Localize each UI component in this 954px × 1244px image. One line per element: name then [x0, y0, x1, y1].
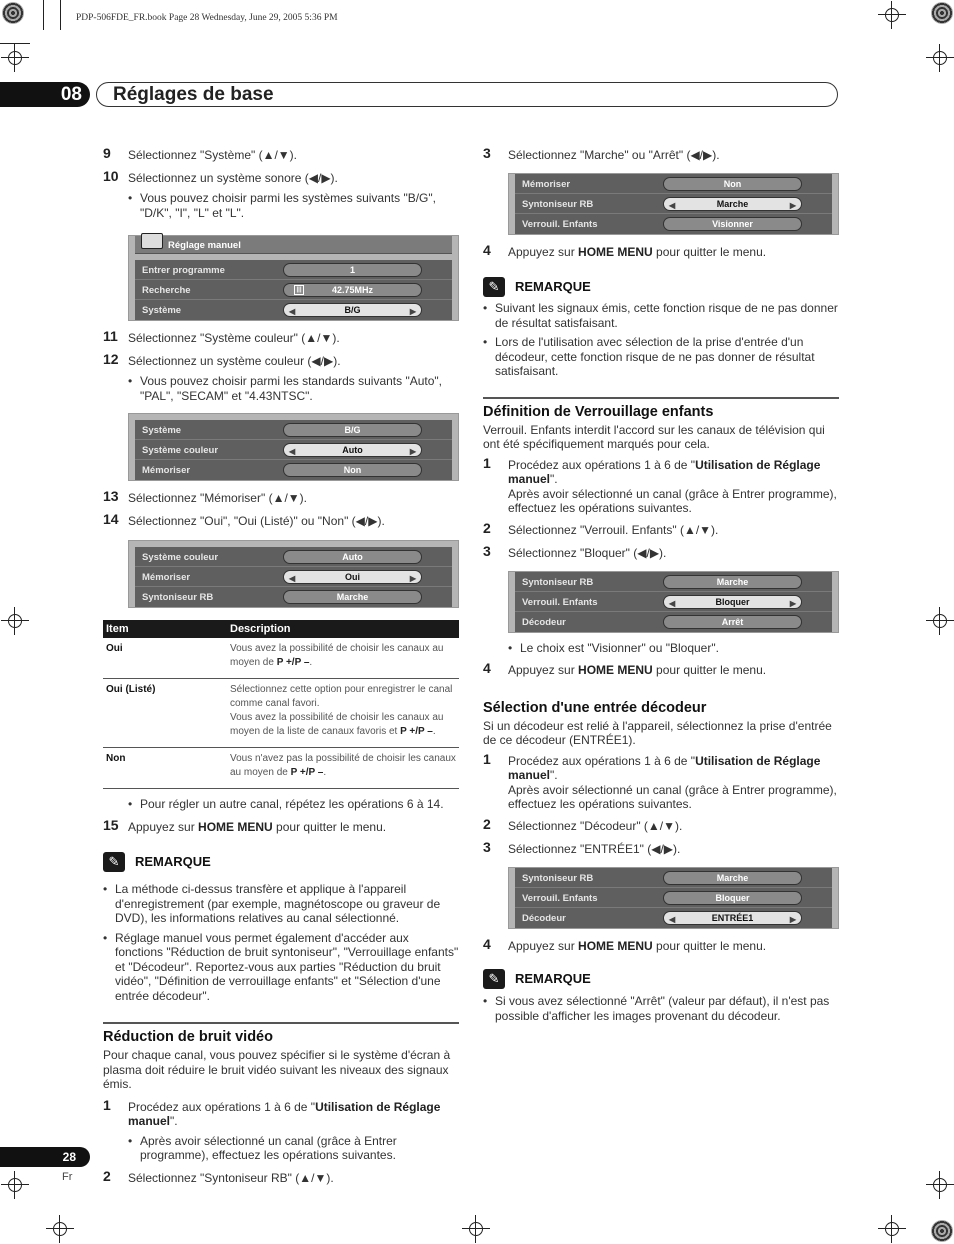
table-row: Oui Vous avez la possibilité de choisir les canaux au moyen de P +/P –.: [103, 638, 459, 679]
osd-row: Décodeur Arrêt: [515, 612, 832, 632]
bullet: • Après avoir sélectionné un canal (grâce à Entrer programme), effectuez les opérations suivantes.: [103, 1134, 459, 1163]
color-target-icon: [931, 2, 953, 24]
osd-row: Verrouil. Enfants ◀ Bloquer ▶: [515, 592, 832, 612]
bullet: • Vous pouvez choisir parmi les standards suivants "Auto", "PAL", "SECAM" et "4.43NTSC".: [103, 374, 459, 403]
osd-row: Entrer programme 1: [135, 260, 452, 280]
osd-row: Système couleur ◀ Auto ▶: [135, 440, 452, 460]
osd-value-selected: ◀ B/G ▶: [283, 303, 422, 317]
table-header: Item: [103, 620, 227, 638]
color-target-icon: [2, 2, 24, 24]
remark-bullet: • Si vous avez sélectionné "Arrêt" (valeur par défaut), il n'est pas possible d'afficher les images provenant du décodeur.: [483, 994, 839, 1023]
osd-row: Syntoniseur RB Marche: [135, 587, 452, 607]
remark-header: ✎ REMARQUE: [483, 277, 839, 299]
remark-bullet: • Réglage manuel vous permet également d'accéder aux fonctions "Réduction de bruit syntoniseur", "Verrouillage enfants" et "Décodeur". Reportez-vous aux parties "Réduction du bruit vidéo", "Définition de verrouillage enfants" et "Sélection d'une entrée décodeur".: [103, 931, 459, 1004]
step-2: 2 Sélectionnez "Syntoniseur RB" (▲/▼).: [103, 1167, 334, 1185]
section-heading: Réduction de bruit vidéo: [103, 1022, 459, 1046]
chapter-number: 08: [0, 82, 90, 107]
osd-row: Syntoniseur RB ◀ Marche ▶: [515, 194, 832, 214]
step-2: 2 Sélectionnez "Décodeur" (▲/▼).: [483, 815, 683, 833]
osd-row: Système ◀ B/G ▶: [135, 300, 452, 320]
book-info-line: PDP-506FDE_FR.book Page 28 Wednesday, June 29, 2005 5:36 PM: [76, 13, 338, 23]
arrow-left-icon: ◀: [669, 914, 676, 924]
section-intro: Si un décodeur est relié à l'appareil, sélectionnez la prise d'entrée de ce décodeur (ENTRÉE1).: [483, 718, 832, 747]
bullet: • Vous pouvez choisir parmi les systèmes suivants "B/G", "D/K", "I", "L" et "L".: [103, 191, 459, 220]
remark-bullet: • La méthode ci-dessus transfère et applique à l'appareil d'enregistrement (par exemple, magnétoscope ou graveur de DVD), les informations relatives au canal sélectionné.: [103, 882, 459, 926]
arrow-right-icon: ▶: [789, 200, 796, 210]
osd-row: Système couleur Auto: [135, 547, 452, 567]
osd-menu: [508, 173, 839, 235]
osd-menu: [128, 540, 459, 608]
osd-row: Décodeur ◀ ENTRÉE1 ▶: [515, 908, 832, 928]
left-column: [103, 145, 459, 1185]
osd-value-selected: ◀ Auto ▶: [283, 443, 422, 457]
step-3: 3 Sélectionnez "Marche" ou "Arrêt" (◀/▶).: [483, 145, 720, 162]
osd-frame: [135, 420, 452, 480]
osd-value-selected: ◀ Oui ▶: [283, 570, 422, 584]
crop-mark-icon: [926, 44, 954, 72]
table-header: Description: [227, 620, 459, 638]
step-14: 14 Sélectionnez "Oui", "Oui (Listé)" ou "Non" (◀/▶).: [103, 510, 385, 528]
osd-row: Mémoriser Non: [515, 174, 832, 194]
crop-mark-icon: [926, 607, 954, 635]
section-heading: Sélection d'une entrée décodeur: [483, 699, 707, 716]
chapter-title: Réglages de base: [96, 82, 838, 107]
osd-row: Verrouil. Enfants Visionner: [515, 214, 832, 234]
arrow-right-icon: ▶: [409, 447, 416, 456]
section-heading: Définition de Verrouillage enfants: [483, 397, 839, 421]
osd-row: Système B/G: [135, 420, 452, 440]
page-number: 28: [0, 1147, 90, 1167]
crop-line: [43, 0, 44, 30]
arrow-left-icon: ◀: [289, 447, 296, 456]
osd-row: Mémoriser ◀ Oui ▶: [135, 567, 452, 587]
step-2: 2 Sélectionnez "Verrouil. Enfants" (▲/▼).: [483, 519, 719, 537]
step-10: 10 Sélectionnez un système sonore (◀/▶).: [103, 167, 338, 185]
table-row: Non Vous n'avez pas la possibilité de choisir les canaux au moyen de P +/P –.: [103, 748, 459, 789]
crop-mark-icon: [1, 1171, 29, 1199]
osd-frame: [515, 572, 832, 632]
osd-row: Recherche ||| 42.75MHz: [135, 280, 452, 300]
options-table: [103, 620, 459, 789]
page-language: Fr: [62, 1171, 73, 1183]
osd-frame: [135, 547, 452, 607]
step-13: 13 Sélectionnez "Mémoriser" (▲/▼).: [103, 488, 307, 505]
section-intro: Pour chaque canal, vous pouvez spécifier si le système d'écran à plasma doit réduire le bruit vidéo suivant les niveaux des signaux émis.: [103, 1048, 451, 1091]
crop-mark-icon: [462, 1215, 490, 1243]
step-3: 3 Sélectionnez "ENTRÉE1" (◀/▶).: [483, 839, 681, 856]
step-3: 3 Sélectionnez "Bloquer" (◀/▶).: [483, 543, 667, 560]
arrow-right-icon: ▶: [409, 307, 416, 316]
step-4: 4 Appuyez sur HOME MENU pour quitter le menu.: [483, 241, 767, 259]
crop-mark-icon: [926, 1171, 954, 1199]
crop-mark-icon: [46, 1215, 74, 1243]
arrow-right-icon: ▶: [789, 598, 796, 608]
color-target-icon: [931, 1220, 953, 1242]
step-1: 1 Procédez aux opérations 1 à 6 de "Utilisation de Réglage manuel".: [103, 1096, 441, 1128]
step-15: 15 Appuyez sur HOME MENU pour quitter le menu.: [103, 816, 387, 834]
right-column: [483, 145, 839, 1023]
bullet: • Le choix est "Visionner" ou "Bloquer".: [483, 641, 839, 656]
note-pencil-icon: ✎: [103, 852, 125, 872]
osd-value-selected: ◀ Bloquer ▶: [663, 595, 802, 609]
step-4: 4 Appuyez sur HOME MENU pour quitter le menu.: [483, 660, 767, 677]
osd-value-selected: ◀ Marche ▶: [663, 197, 802, 211]
osd-row: Mémoriser Non: [135, 460, 452, 480]
crop-mark-icon: [878, 1, 906, 29]
bullet: • Pour régler un autre canal, répétez les opérations 6 à 14.: [103, 797, 459, 812]
osd-frame: [515, 174, 832, 234]
crop-line: [0, 43, 30, 44]
osd-frame: [135, 260, 452, 320]
arrow-left-icon: ◀: [289, 574, 296, 583]
step-11: 11 Sélectionnez "Système couleur" (▲/▼).: [103, 328, 340, 345]
table-row: Oui (Listé) Sélectionnez cette option pour enregistrer le canal comme canal favori. Vous avez la possibilité de choisir les canaux au moyen de la liste de canaux favoris et P +/P –.: [103, 679, 459, 748]
remark-header: ✎ REMARQUE: [103, 852, 459, 874]
crop-line: [60, 0, 61, 30]
tv-icon: [141, 233, 163, 249]
crop-mark-icon: [878, 1215, 906, 1243]
osd-header: Réglage manuel: [135, 236, 452, 254]
note-pencil-icon: ✎: [483, 969, 505, 989]
osd-menu-manual: [128, 235, 459, 321]
osd-value-selected: ◀ ENTRÉE1 ▶: [663, 911, 802, 925]
crop-mark-icon: [1, 44, 29, 72]
step-9: 9 Sélectionnez "Système" (▲/▼).: [103, 145, 297, 162]
note-pencil-icon: ✎: [483, 277, 505, 297]
arrow-left-icon: ◀: [289, 307, 296, 316]
arrow-right-icon: ▶: [789, 914, 796, 924]
arrow-left-icon: ◀: [669, 598, 676, 608]
osd-frame: [515, 868, 832, 928]
remark-bullet: • Lors de l'utilisation avec sélection de la prise d'entrée d'un décodeur, cette fonction risque de ne pas donner de résultat satisfaisant.: [483, 335, 839, 379]
osd-menu: [508, 867, 839, 929]
osd-row: Verrouil. Enfants Bloquer: [515, 888, 832, 908]
remark-header: ✎ REMARQUE: [483, 969, 839, 991]
osd-row: Syntoniseur RB Marche: [515, 868, 832, 888]
remark-bullet: • Suivant les signaux émis, cette fonction risque de ne pas donner de résultat satisfaisant.: [483, 301, 839, 330]
arrow-right-icon: ▶: [409, 574, 416, 583]
tuning-icon: |||: [294, 285, 304, 295]
osd-row: Syntoniseur RB Marche: [515, 572, 832, 592]
crop-mark-icon: [1, 607, 29, 635]
arrow-left-icon: ◀: [669, 200, 676, 210]
section-intro: Verrouil. Enfants interdit l'accord sur les canaux de télévision qui ont été spécifiquement marqués pour cela.: [483, 422, 825, 451]
osd-value: ||| 42.75MHz: [283, 283, 422, 297]
step-12: 12 Sélectionnez un système couleur (◀/▶).: [103, 350, 341, 368]
osd-menu: [508, 571, 839, 633]
osd-menu: [128, 413, 459, 481]
step-1: 1 Procédez aux opérations 1 à 6 de "Utilisation de Réglage manuel". Après avoir sélectionné un canal (grâce à Entrer programme), effectuez les opérations suivantes.: [483, 750, 837, 811]
step-1: 1 Procédez aux opérations 1 à 6 de "Utilisation de Réglage manuel". Après avoir sélectionné un canal (grâce à Entrer programme), effectuez les opérations suivantes.: [483, 454, 837, 515]
step-4: 4 Appuyez sur HOME MENU pour quitter le menu.: [483, 935, 767, 953]
